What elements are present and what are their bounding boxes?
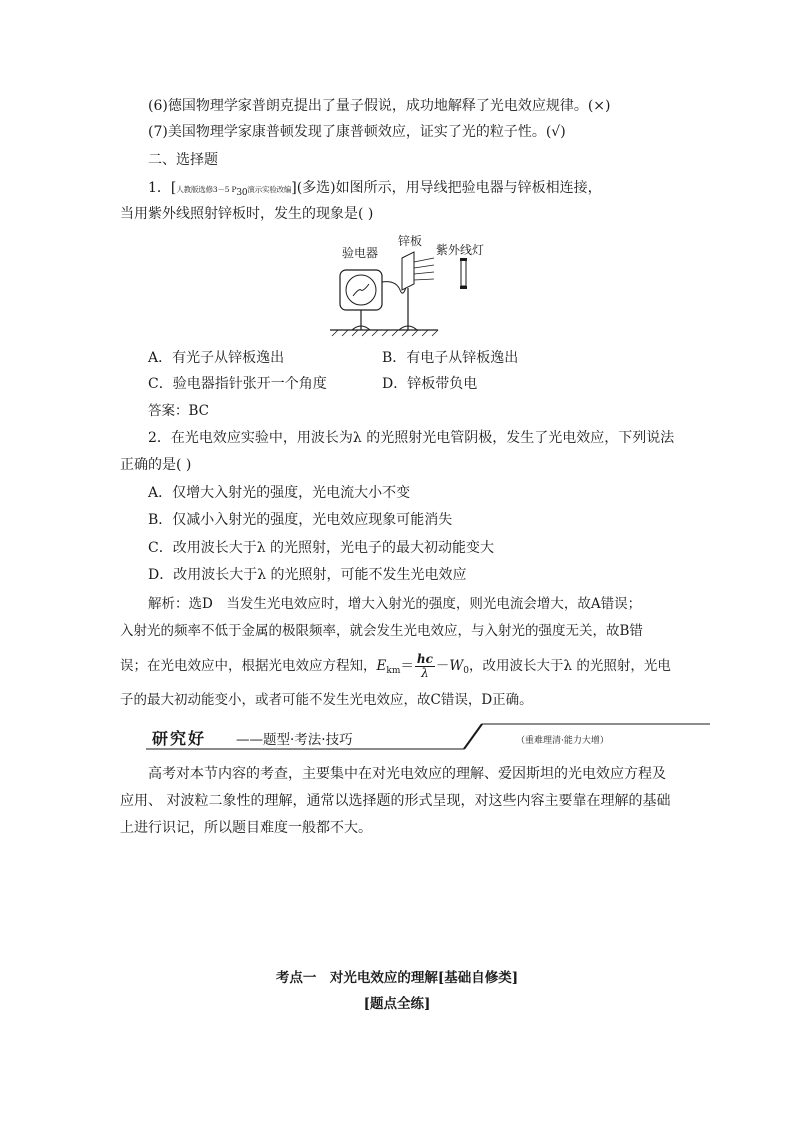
banner-note: （重难理清·能力大增） [516,736,609,746]
topic-heading: 考点一 对光电效应的理解[基础自修类] [275,970,519,986]
question-1-line-2: 当用紫外线照射锌板时，发生的现象是( ) [120,206,374,222]
question-1-line-1: 1．[人教版选修3－5 P30演示实验改编](多选)如图所示，用导线把验电器与锌板相连接， [148,180,602,198]
question-1-source: 人教版选修3－5 P30演示实验改编 [176,185,292,198]
label-electroscope: 验电器 [342,246,379,260]
question-2-line-2: 正确的是( ) [120,457,192,473]
question-2-option-b: B．仅减小入射光的强度，光电效应现象可能消失 [148,512,453,528]
question-1-answer: 答案：BC [148,403,210,419]
uv-lamp [460,258,467,289]
topic-subheading: [题点全练] [363,996,431,1012]
question-1-option-d: D．锌板带负电 [382,376,478,392]
question-2-option-a: A．仅增大入射光的强度，光电流大小不变 [148,485,411,501]
explanation-line-1: 解析：选D 当发生光电效应时，增大入射光的强度，则光电流会增大，故A错误； [148,596,642,612]
explanation-line-4: 子的最大初动能变小，或者可能不发生光电效应，故C错误，D正确。 [120,692,533,708]
uv-rays [414,258,434,280]
paragraph-line-1: 高考对本节内容的考查，主要集中在对光电效应的理解、爱因斯坦的光电效应方程及 [148,766,666,782]
label-uv-lamp: 紫外线灯 [436,243,485,257]
question-2-line-1: 2．在光电效应实验中，用波长为λ 的光照射光电管阴极，发生了光电效应，下列说法 [148,430,675,446]
question-1-option-c: C．验电器指针张开一个角度 [148,376,327,392]
equation-fraction: $\frac{hc}{\lambda}$ [416,652,433,680]
explanation-line-3: 误；在光电效应中，根据光电效应方程知，$E_{km}=$ $\frac{hc}{\lambda}$ $-W_0$，改用波长大于λ 的光照射，光电 [120,652,671,680]
statement-6: (6)德国物理学家普朗克提出了量子假说，成功地解释了光电效应规律。(×) [148,98,611,114]
electroscope-body [340,270,382,330]
section-heading: 二、选择题 [148,152,218,168]
question-2-option-d: D．改用波长大于λ 的光照射，可能不发生光电效应 [148,567,467,583]
question-2-option-c: C．改用波长大于λ 的光照射，光电子的最大初动能变大 [148,540,495,556]
label-zinc-plate: 锌板 [398,234,423,248]
paragraph-line-2: 应用、 对波粒二象性的理解，通常以选择题的形式呈现，对这些内容主要靠在理解的基础 [120,793,671,809]
statement-7: (7)美国物理学家康普顿发现了康普顿效应，证实了光的粒子性。(√) [148,124,566,140]
question-1-option-a: A．有光子从锌板逸出 [148,350,285,366]
section-banner [146,722,710,750]
banner-subtitle: ——题型·考法·技巧 [236,732,353,748]
explanation-line-2: 入射光的频率不低于金属的极限频率，就会发生光电效应，与入射光的强度无关，故B错 [120,623,643,639]
electroscope-figure [330,230,490,338]
banner-frame [146,722,710,750]
banner-title: 研究好 [152,729,207,748]
zinc-plate [399,252,417,330]
question-1-option-b: B．有电子从锌板逸出 [382,350,519,366]
ground-hatch [332,330,438,336]
paragraph-line-3: 上进行识记，所以题目难度一般都不大。 [120,820,372,836]
